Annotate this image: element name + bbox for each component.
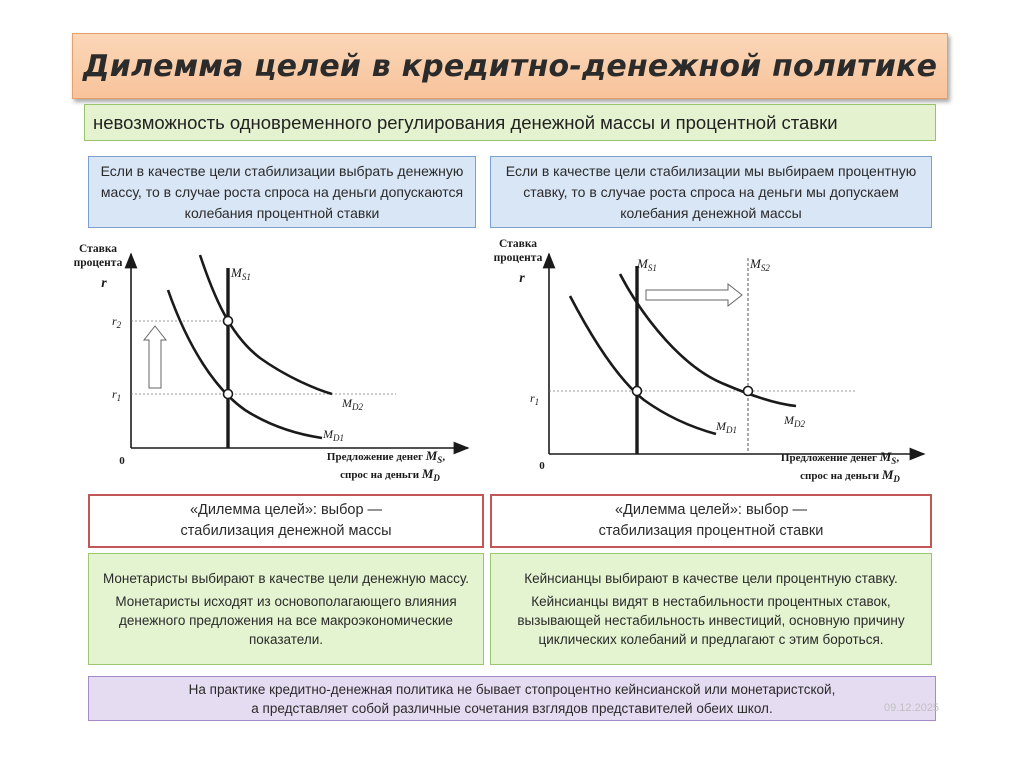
left-condition-box (88, 156, 476, 228)
left-dilemma-box (88, 494, 484, 548)
left-condition-text: Если в качестве цели стабилизации выбрать денежную массу, то в случае роста спроса на деньги допускаются колебания процентной ставки (100, 162, 464, 221)
left-y-label-2: процента (73, 257, 123, 269)
slide-title-box (72, 33, 948, 99)
left-rate-increase-arrow (144, 326, 166, 388)
right-r1-label: $r_1$ (530, 391, 540, 407)
right-y-label-2: процента (493, 252, 543, 264)
monetarists-reason: Монетаристы исходят из основополагающего влияния денежного предложения на все макроэкономические показатели. (115, 594, 457, 647)
right-dilemma-line-2: стабилизация процентной ставки (598, 523, 824, 539)
keynesians-goal: Кейнсианцы выбирают в качестве цели процентную ставку. (524, 571, 898, 586)
conclusion-line-1: На практике кредитно-денежная политика не бывает стопроцентно кейнсианской или монетаристской, (188, 681, 836, 697)
right-equilibrium-ms1 (633, 387, 642, 396)
right-supply-shift-arrow (646, 284, 742, 306)
left-money-market-chart (60, 232, 480, 490)
right-ms1-label: $M_{S1}$ (637, 256, 657, 273)
left-x-label-1: Предложение денег $M_S$, (326, 448, 446, 465)
left-dilemma-line-2: стабилизация денежной массы (180, 523, 392, 539)
left-y-symbol: r (101, 276, 107, 291)
left-equilibrium-r2 (224, 317, 233, 326)
left-r1-label: $r_1$ (112, 387, 122, 403)
left-md2-label: $M_{D2}$ (342, 396, 363, 412)
left-md2-curve (200, 255, 332, 394)
right-ms2-label: $M_{S2}$ (750, 256, 770, 273)
right-y-label-1: Ставка (498, 238, 538, 250)
right-origin: 0 (539, 460, 545, 472)
right-x-label-1: Предложение денег $M_S$, (780, 449, 900, 466)
right-md1-label: $M_{D1}$ (716, 419, 737, 435)
right-condition-box (490, 156, 932, 228)
right-x-label-2: спрос на деньги $M_D$ (800, 467, 900, 484)
left-md1-curve (168, 290, 322, 438)
right-condition-text: Если в качестве цели стабилизации мы выбираем процентную ставку, то в случае роста спроса на деньги мы допускаем колебания денежной массы (505, 162, 917, 221)
left-x-label-2: спрос на деньги $M_D$ (340, 466, 440, 483)
slide-date: 09.12.2025 (884, 702, 940, 714)
right-dilemma-box (490, 494, 932, 548)
right-dilemma-line-1: «Дилемма целей»: выбор — (614, 502, 808, 518)
keynesians-reason: Кейнсианцы видят в нестабильности процентных ставок, вызывающей нестабильность инвестиций, основную причину циклических колебаний и предлагают с этим бороться. (517, 594, 905, 647)
subtitle-text: невозможность одновременного регулирования денежной массы и процентной ставки (93, 111, 838, 133)
left-r2-label: $r_2$ (112, 314, 122, 330)
left-ms1-label: $M_{S1}$ (231, 265, 251, 282)
monetarists-box (88, 553, 484, 665)
slide-title: Дилемма целей в кредитно-денежной политике (82, 48, 938, 84)
right-md2-label: $M_{D2}$ (784, 413, 805, 429)
right-y-symbol: r (519, 271, 525, 286)
keynesians-box (490, 553, 932, 665)
left-dilemma-line-1: «Дилемма целей»: выбор — (189, 502, 383, 518)
left-y-label-1: Ставка (78, 243, 118, 255)
subtitle-box (84, 104, 936, 141)
left-md1-label: $M_{D1}$ (323, 427, 344, 443)
right-equilibrium-ms2 (744, 387, 753, 396)
right-money-market-chart (484, 232, 934, 490)
conclusion-line-2: а представляет собой различные сочетания взглядов представителей обеих школ. (251, 700, 773, 716)
monetarists-goal: Монетаристы выбирают в качестве цели денежную массу. (103, 571, 469, 586)
left-origin: 0 (119, 455, 125, 467)
left-equilibrium-r1 (224, 390, 233, 399)
conclusion-box (88, 676, 936, 721)
